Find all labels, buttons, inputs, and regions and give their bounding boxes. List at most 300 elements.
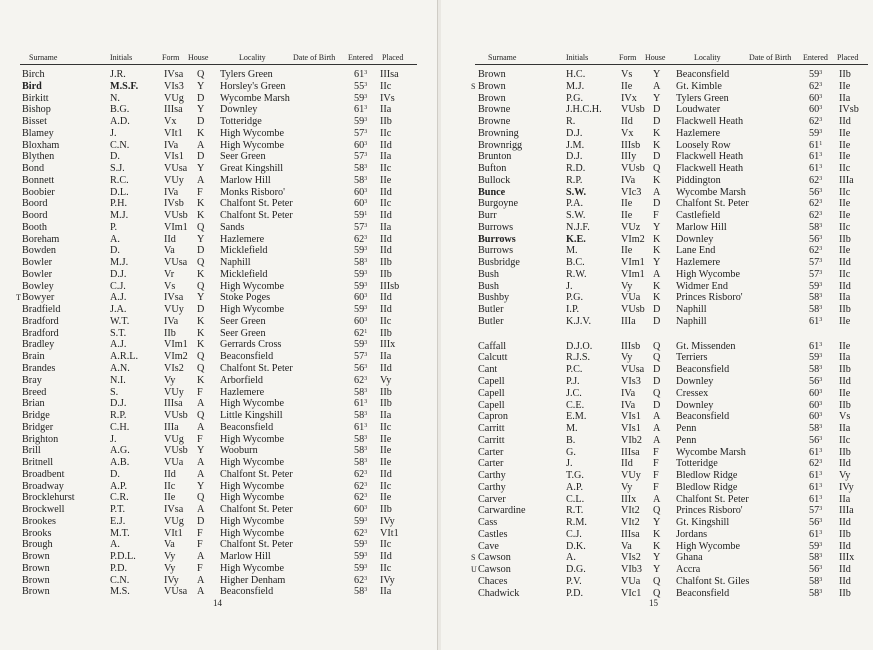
surname-cell: Brian <box>22 398 45 410</box>
surname-cell: Capron <box>478 411 508 423</box>
placed-cell: IIa <box>380 351 392 363</box>
entered-term: 3 <box>819 494 823 501</box>
house-cell: A <box>197 421 205 433</box>
entered-cell <box>809 210 822 222</box>
entered-term: 3 <box>364 563 368 570</box>
entered-cell <box>809 588 822 600</box>
surname-cell: Bowler <box>22 257 52 269</box>
table-row <box>441 541 873 553</box>
placed-cell: IIa <box>380 586 392 598</box>
form-cell: VUa <box>164 457 184 469</box>
locality-cell: High Wycombe <box>220 480 284 492</box>
surname-cell: Bowyer <box>22 292 55 304</box>
initials-cell: M.S.F. <box>110 80 139 92</box>
entered-cell <box>809 541 822 553</box>
entered-term: 3 <box>819 529 823 536</box>
entered-cell <box>809 411 822 423</box>
form-cell: VUsa <box>621 364 645 376</box>
placed-cell: IIIa <box>839 174 854 186</box>
placed-cell: IId <box>380 186 392 198</box>
house-cell: Y <box>653 257 661 269</box>
locality-cell: Great Kingshill <box>220 163 284 175</box>
table-row <box>441 304 873 316</box>
entered-year: 59 <box>354 562 365 574</box>
table-row <box>0 116 437 128</box>
locality-cell: High Wycombe <box>676 268 740 280</box>
initials-cell: M.S. <box>110 586 130 598</box>
locality-cell: Gerrards Cross <box>220 339 282 351</box>
surname-cell: Burr <box>478 210 497 222</box>
locality-cell: Flackwell Heath <box>676 163 744 175</box>
locality-cell: Totteridge <box>220 116 262 128</box>
house-cell: D <box>653 399 661 411</box>
entered-term: 3 <box>819 187 823 194</box>
initials-cell: C.R. <box>110 492 129 504</box>
initials-cell: C.H. <box>110 421 130 433</box>
entered-cell <box>354 316 367 328</box>
house-cell: Y <box>197 163 205 175</box>
form-cell: VUsb <box>164 445 188 457</box>
locality-cell: Chalfont St. Peter <box>676 198 749 210</box>
initials-cell: A. <box>566 552 576 564</box>
entered-term: 3 <box>364 575 368 582</box>
locality-cell: Loosely Row <box>676 139 731 151</box>
entered-year: 57 <box>809 505 820 517</box>
house-cell: K <box>197 198 205 210</box>
placed-cell: IIIsa <box>380 69 399 80</box>
table-row <box>441 151 873 163</box>
entered-term: 3 <box>819 341 823 348</box>
locality-cell: Beaconsfield <box>676 364 730 376</box>
placed-cell: IIc <box>380 421 392 433</box>
house-cell: K <box>197 374 205 386</box>
table-row <box>441 400 873 412</box>
entered-cell <box>354 375 367 387</box>
entry-mark: T <box>16 293 21 303</box>
table-row <box>441 517 873 529</box>
form-cell: VIc3 <box>621 186 642 198</box>
table-row <box>441 552 873 564</box>
table-row <box>441 482 873 494</box>
surname-cell: Brownrigg <box>478 139 523 151</box>
header-rule <box>475 64 868 65</box>
locality-cell: Wooburn <box>220 445 258 457</box>
placed-cell: IIIx <box>839 552 855 564</box>
initials-cell: W.T. <box>110 315 130 327</box>
placed-cell: IIc <box>380 562 392 574</box>
placed-cell: IId <box>380 292 392 304</box>
entered-year: 62 <box>809 210 820 222</box>
placed-cell: IIb <box>839 364 851 376</box>
entered-year: 60 <box>354 504 365 516</box>
entered-cell <box>809 292 822 304</box>
locality-cell: Wycombe Marsh <box>676 186 746 198</box>
placed-cell: IIe <box>839 387 851 399</box>
entered-cell <box>809 163 822 175</box>
table-row <box>0 128 437 140</box>
entered-cell <box>809 69 822 81</box>
initials-cell: C.E. <box>566 399 585 411</box>
initials-cell: R.P. <box>566 174 583 186</box>
entered-term: 3 <box>819 234 823 241</box>
house-cell: D <box>653 304 661 316</box>
locality-cell: Lane End <box>676 245 716 257</box>
entered-cell <box>809 116 822 128</box>
entered-cell <box>354 128 367 140</box>
locality-cell: Chalfont St. Peter <box>220 468 293 480</box>
surname-cell: Bradford <box>22 315 59 327</box>
entered-cell <box>354 575 367 587</box>
surname-cell: Browne <box>478 104 511 116</box>
entered-year: 57 <box>354 127 365 139</box>
placed-cell: IIa <box>380 410 392 422</box>
table-row <box>441 352 873 364</box>
header-placed: Placed <box>837 53 859 62</box>
placed-cell: IIb <box>380 327 392 339</box>
placed-cell: IIb <box>380 504 392 516</box>
locality-cell: High Wycombe <box>220 433 284 445</box>
surname-cell: Broadbent <box>22 468 65 480</box>
entered-cell <box>354 516 367 528</box>
entered-cell <box>809 364 822 376</box>
surname-cell: Chaces <box>478 575 508 587</box>
form-cell: Vr <box>164 268 175 280</box>
form-cell: VIs3 <box>164 80 184 92</box>
surname-cell: Brain <box>22 351 45 363</box>
entered-year: 61 <box>809 493 820 505</box>
entered-cell <box>354 387 367 399</box>
table-row <box>0 328 437 340</box>
table-row <box>441 175 873 187</box>
initials-cell: K.J.V. <box>566 315 592 327</box>
entered-year: 58 <box>354 586 365 598</box>
entered-year: 59 <box>354 304 365 316</box>
form-cell: Vy <box>621 352 633 364</box>
table-row <box>441 388 873 400</box>
entered-term: 3 <box>364 316 368 323</box>
house-cell: D <box>197 92 205 104</box>
entered-cell <box>354 351 367 363</box>
surname-cell: Boobier <box>22 186 55 198</box>
table-row <box>0 575 437 587</box>
house-cell: Q <box>197 221 205 233</box>
house-cell: A <box>653 423 661 435</box>
entered-cell <box>354 210 367 222</box>
entered-year: 57 <box>354 151 365 163</box>
header-initials: Initials <box>566 53 589 62</box>
initials-cell: A.P. <box>110 480 127 492</box>
entered-cell <box>809 304 822 316</box>
form-cell: VUsb <box>621 304 645 316</box>
placed-cell: IId <box>839 458 851 470</box>
entered-term: 3 <box>364 481 368 488</box>
form-cell: Va <box>164 539 175 551</box>
entered-term: 3 <box>364 70 368 76</box>
surname-cell: Brighton <box>22 433 59 445</box>
house-cell: F <box>653 458 659 470</box>
house-cell: Y <box>653 564 661 576</box>
form-cell: VIs1 <box>621 423 641 435</box>
house-cell: A <box>653 186 661 198</box>
surname-cell: Cawson <box>478 564 511 576</box>
entered-year: 60 <box>809 387 820 399</box>
entered-cell <box>809 517 822 529</box>
surname-cell: Castles <box>478 528 508 540</box>
entered-cell <box>354 151 367 163</box>
house-cell: K <box>653 139 661 151</box>
table-row <box>0 163 437 175</box>
placed-cell: IIe <box>839 315 851 327</box>
entered-cell <box>809 128 822 140</box>
entry-mark: S <box>471 81 476 91</box>
house-cell: F <box>197 433 203 445</box>
locality-cell: Bledlow Ridge <box>676 470 738 482</box>
locality-cell: Penn <box>676 434 697 446</box>
header-entered: Entered <box>348 53 373 62</box>
entered-term: 1 <box>364 211 368 218</box>
table-row <box>441 505 873 517</box>
initials-cell: J.M. <box>566 139 585 151</box>
entered-cell <box>354 187 367 199</box>
house-cell: A <box>653 434 661 446</box>
placed-cell: IId <box>839 116 851 128</box>
table-row <box>0 222 437 234</box>
entered-cell <box>809 447 822 459</box>
form-cell: IVsb <box>164 198 184 210</box>
house-cell: Y <box>653 552 661 564</box>
form-cell: IIIsa <box>164 398 183 410</box>
form-cell: VUy <box>164 174 184 186</box>
initials-cell: D.J. <box>110 268 127 280</box>
placed-cell: IId <box>380 551 392 563</box>
entered-cell <box>809 198 822 210</box>
surname-cell: Bush <box>478 280 499 292</box>
entered-term: 3 <box>364 340 368 347</box>
placed-cell: IIa <box>380 221 392 233</box>
placed-cell: IIc <box>839 434 851 446</box>
form-cell: IId <box>164 233 176 245</box>
initials-cell: J.A. <box>110 304 127 316</box>
form-cell: VIm1 <box>164 221 188 233</box>
locality-cell: Hazlemere <box>220 386 265 398</box>
table-row <box>0 516 437 528</box>
initials-cell: S.T. <box>110 327 127 339</box>
table-row <box>0 292 437 304</box>
entered-year: 57 <box>354 221 365 233</box>
entered-year: 56 <box>809 517 820 529</box>
table-row <box>0 281 437 293</box>
table-row <box>0 551 437 563</box>
placed-cell: IIb <box>839 233 851 245</box>
form-cell: IVa <box>164 315 179 327</box>
entered-term: 3 <box>819 246 823 253</box>
initials-cell: R.C. <box>110 174 129 186</box>
surname-cell: Brown <box>22 562 50 574</box>
initials-cell: P.D.L. <box>110 551 136 563</box>
entered-cell <box>809 316 822 328</box>
table-row <box>441 458 873 470</box>
entered-cell <box>354 469 367 481</box>
entered-cell <box>354 445 367 457</box>
placed-cell: IIe <box>380 457 392 469</box>
placed-cell: IIc <box>380 163 392 175</box>
table-row <box>441 128 873 140</box>
locality-cell: Tylers Green <box>676 92 729 104</box>
entered-year: 61 <box>809 340 820 352</box>
form-cell: VUsb <box>164 410 188 422</box>
table-row <box>441 104 873 116</box>
placed-cell: VIt1 <box>380 527 399 539</box>
placed-cell: IIe <box>839 151 851 163</box>
entered-term: 3 <box>819 117 823 124</box>
table-row <box>0 316 437 328</box>
surname-cell: Burrows <box>478 245 514 257</box>
surname-cell: Carter <box>478 446 504 458</box>
entered-term: 3 <box>819 258 823 265</box>
surname-cell: Brown <box>478 80 506 92</box>
surname-cell: Britnell <box>22 457 54 469</box>
surname-cell: Bradley <box>22 339 55 351</box>
table-row <box>0 387 437 399</box>
entered-year: 58 <box>809 304 820 316</box>
entered-year: 62 <box>354 327 365 339</box>
surname-cell: Burgoyne <box>478 198 518 210</box>
surname-cell: Browne <box>478 116 511 128</box>
house-cell: Y <box>653 221 661 233</box>
entered-term: 3 <box>364 458 368 465</box>
form-cell: Vx <box>164 116 177 128</box>
form-cell: IVa <box>621 399 636 411</box>
initials-cell: R. <box>566 116 576 128</box>
entered-cell <box>809 552 822 564</box>
entered-term: 3 <box>819 459 823 466</box>
initials-cell: H.C. <box>566 69 586 80</box>
placed-cell: IIb <box>839 446 851 458</box>
form-cell: IIIsa <box>164 104 183 116</box>
entered-cell <box>354 175 367 187</box>
entered-term: 3 <box>364 505 368 512</box>
table-row <box>441 447 873 459</box>
placed-cell: IId <box>380 245 392 257</box>
entered-year: 60 <box>809 399 820 411</box>
form-cell: VIb2 <box>621 434 642 446</box>
surname-cell: Bridger <box>22 421 54 433</box>
surname-cell: Brough <box>22 539 53 551</box>
locality-cell: Arborfield <box>220 374 263 386</box>
entered-term: 3 <box>819 471 823 478</box>
placed-cell: IIb <box>380 268 392 280</box>
right-page <box>441 0 873 650</box>
locality-cell: Penn <box>676 423 697 435</box>
table-row <box>441 423 873 435</box>
placed-cell: IIe <box>839 245 851 257</box>
locality-cell: Naphill <box>220 257 251 269</box>
entered-year: 58 <box>354 386 365 398</box>
placed-cell: Vy <box>839 470 851 482</box>
house-cell: Q <box>653 163 661 175</box>
form-cell: VUz <box>621 221 641 233</box>
initials-cell: S.W. <box>566 210 586 222</box>
placed-cell: IIa <box>839 423 851 435</box>
header-surname: Surname <box>488 53 517 62</box>
initials-cell: E.M. <box>566 411 587 423</box>
table-row <box>0 81 437 93</box>
entered-term: 3 <box>364 140 368 147</box>
entered-year: 55 <box>354 80 365 92</box>
header-house: House <box>645 53 666 62</box>
surname-cell: Caffall <box>478 340 507 352</box>
placed-cell: IIb <box>839 587 851 599</box>
header-form: Form <box>619 53 637 62</box>
house-cell: Q <box>653 340 661 352</box>
house-cell: A <box>197 398 205 410</box>
entered-cell <box>354 116 367 128</box>
entered-year: 62 <box>354 468 365 480</box>
house-cell: Y <box>197 445 205 457</box>
surname-cell: Bonnett <box>22 174 55 186</box>
surname-cell: Bird <box>22 80 42 92</box>
house-cell: Y <box>197 80 205 92</box>
surname-cell: Bufton <box>478 163 507 175</box>
table-row <box>0 375 437 387</box>
locality-cell: High Wycombe <box>220 562 284 574</box>
placed-cell: IId <box>380 139 392 151</box>
placed-cell: IId <box>839 376 851 387</box>
locality-cell: Cressex <box>676 387 709 399</box>
surname-cell: Cave <box>478 540 499 552</box>
entered-cell <box>354 492 367 504</box>
locality-cell: Gt. Kimble <box>676 80 722 92</box>
entered-term: 3 <box>364 305 368 312</box>
placed-cell: IIe <box>380 492 392 504</box>
placed-cell: IIb <box>380 257 392 269</box>
table-row <box>441 281 873 293</box>
surname-cell: Brockwell <box>22 504 65 516</box>
form-cell: VUsb <box>621 163 645 175</box>
surname-cell: Butler <box>478 304 504 316</box>
entered-term: 3 <box>364 105 368 112</box>
house-cell: F <box>653 470 659 482</box>
form-cell: VUg <box>164 92 184 104</box>
entered-year: 59 <box>354 268 365 280</box>
entered-term: 3 <box>819 222 823 229</box>
form-cell: Vy <box>621 481 633 493</box>
entered-year: 61 <box>809 528 820 540</box>
entered-term: 3 <box>364 422 368 429</box>
locality-cell: Gt. Missenden <box>676 340 736 352</box>
form-cell: IIIsa <box>621 528 640 540</box>
initials-cell: C.J. <box>110 280 126 292</box>
entered-year: 61 <box>354 104 365 116</box>
house-cell: A <box>197 586 205 598</box>
initials-cell: D.G. <box>566 564 586 576</box>
entered-term: 3 <box>364 587 368 594</box>
entered-term: 3 <box>819 81 823 88</box>
entered-cell <box>354 328 367 340</box>
house-cell: Y <box>197 480 205 492</box>
table-row <box>0 245 437 257</box>
initials-cell: S. <box>110 386 119 398</box>
entered-cell <box>809 104 822 116</box>
locality-cell: Downley <box>676 233 714 245</box>
initials-cell: R.T. <box>566 505 584 517</box>
entered-year: 59 <box>809 352 820 364</box>
locality-cell: Downley <box>220 104 258 116</box>
initials-cell: M. <box>566 245 578 257</box>
entered-cell <box>809 352 822 364</box>
surname-cell: Bond <box>22 163 45 175</box>
entered-cell <box>809 505 822 517</box>
